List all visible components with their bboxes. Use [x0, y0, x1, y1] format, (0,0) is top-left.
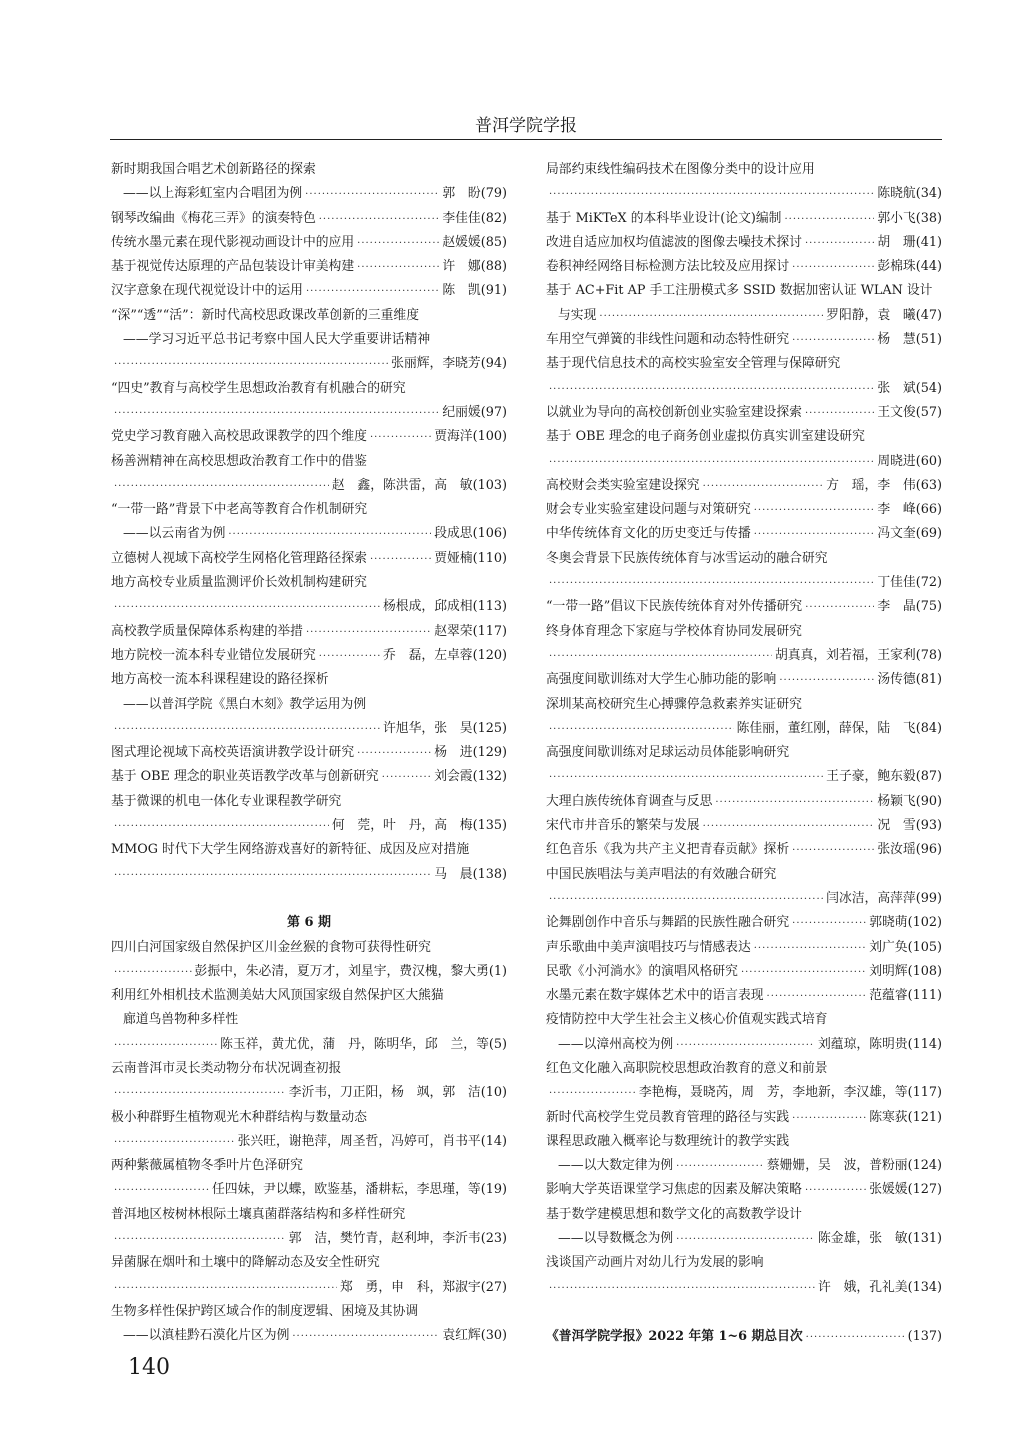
- toc-entry-title: 高强度间歇训练对大学生心肺功能的影响: [546, 672, 777, 688]
- leader-dots: [549, 451, 874, 475]
- toc-entry: [546, 936, 942, 960]
- toc-entry-author-page: 李艳梅，聂晓芮，周 芳，李地新，李汉雄，等(117): [638, 1085, 942, 1101]
- toc-entry-author-page: 李 晶(75): [877, 599, 942, 615]
- toc-entry-author-page: 张媛媛(127): [869, 1182, 942, 1198]
- toc-entry-author-page: 贾海洋(100): [434, 429, 507, 445]
- leader-dots: [754, 937, 866, 961]
- toc-entry-author-page: 蔡姗姗，吴 波，普粉丽(124): [766, 1158, 942, 1174]
- toc-entry-author-page: 陈寒荻(121): [869, 1109, 942, 1125]
- leader-dots: [549, 645, 772, 669]
- toc-title-line: 地方高校一流本科课程建设的路径探析: [111, 672, 329, 688]
- toc-entry-title: 立德树人视域下高校学生网格化管理路径探索: [111, 550, 367, 566]
- toc-entry-author-page: 闫冰洁，高萍萍(99): [826, 890, 942, 906]
- toc-entry-author-page: 刘会霞(132): [434, 769, 507, 785]
- toc-title-line: 局部约束线性编码技术在图像分类中的设计应用: [546, 162, 815, 177]
- toc-title-line: 基于数学建模思想和数学文化的高数教学设计: [546, 1206, 802, 1222]
- toc-entry-title: 大理白族传统体育调查与反思: [546, 793, 713, 809]
- toc-entry-title: 高校财会类实验室建设探究: [546, 477, 700, 493]
- toc-entry-title: 地方院校一流本科专业错位发展研究: [111, 647, 316, 663]
- toc-entry-author-page: 赵 鑫，陈洪雷，高 敏(103): [331, 477, 507, 493]
- toc-entry-author-page: 李 峰(66): [877, 502, 942, 518]
- toc-title-line: 利用红外相机技术监测美姑大风顶国家级自然保护区大熊猫: [111, 988, 444, 1004]
- toc-entry-author-page: 乔 磊，左卓蓉(120): [383, 647, 507, 663]
- toc-entry-author-page: 贾娅楠(110): [434, 550, 507, 566]
- toc-entry-author-page: 丁佳佳(72): [877, 575, 942, 591]
- leader-dots: [114, 864, 431, 888]
- leader-dots: [370, 548, 431, 572]
- toc-entry-author-page: 彭棉珠(44): [877, 259, 942, 275]
- toc-entry-author-page: 陈晓航(34): [877, 186, 942, 202]
- toc-entry: [546, 1276, 942, 1300]
- leader-dots: [114, 1179, 209, 1203]
- toc-entry-title: 红色音乐《我为共产主义把青春贡献》探析: [546, 842, 790, 858]
- toc-entry: [111, 814, 507, 838]
- toc-entry-title: ——以导数概念为例: [558, 1231, 674, 1247]
- leader-dots: [767, 985, 867, 1009]
- toc-title-line: ——学习习近平总书记考察中国人民大学重要讲话精神: [123, 332, 431, 348]
- leader-dots: [114, 961, 192, 985]
- toc-entry-title: 财会专业实验室建设问题与对策研究: [546, 502, 751, 518]
- leader-dots: [114, 353, 388, 377]
- toc-title-line: 课程思政融入概率论与数理统计的教学实践: [546, 1133, 790, 1149]
- toc-entry-author-page: 杨根成，邱成相(113): [383, 599, 507, 615]
- leader-dots: [792, 1107, 866, 1131]
- toc-entry: [111, 1130, 507, 1154]
- toc-entry-author-page: 王文俊(57): [877, 404, 942, 420]
- toc-entry-author-page: 汤传德(81): [877, 672, 942, 688]
- leader-dots: [357, 256, 439, 280]
- toc-entry-title: 水墨元素在数字媒体艺术中的语言表现: [546, 988, 764, 1004]
- leader-dots: [792, 256, 874, 280]
- toc-entry: [546, 571, 942, 595]
- leader-dots: [114, 596, 380, 620]
- leader-dots: [779, 669, 874, 693]
- toc-entry: [111, 401, 507, 425]
- leader-dots: [805, 402, 874, 426]
- toc-left-column: [111, 158, 507, 1349]
- leader-dots: [805, 232, 874, 256]
- leader-dots: [805, 596, 874, 620]
- toc-summary-entry: [546, 1325, 942, 1349]
- toc-entry: [546, 255, 942, 279]
- toc-entry: [111, 863, 507, 887]
- toc-entry-title: 影响大学英语课堂学习焦虑的因素及解决策略: [546, 1182, 802, 1198]
- toc-entry-author-page: 郭 盼(79): [442, 186, 507, 202]
- toc-entry: [546, 668, 942, 692]
- toc-entry-author-page: 况 雪(93): [877, 818, 942, 834]
- toc-entry-title: 以就业为导向的高校创新创业实验室建设探索: [546, 404, 802, 420]
- toc-entry-author-page: 赵媛媛(85): [442, 234, 507, 250]
- toc-title-line: “一带一路”背景下中老高等教育合作机制研究: [111, 502, 368, 518]
- toc-entry-author-page: 赵翠荣(117): [434, 623, 507, 639]
- toc-entry-author-page: 李沂韦，刀正阳，杨 飒，郭 洁(10): [288, 1085, 507, 1101]
- toc-title-line: 深圳某高校研究生心搏骤停急救素养实证研究: [546, 696, 802, 712]
- toc-entry-author-page: 李佳佳(82): [442, 210, 507, 226]
- toc-entry-author-page: 任四妹，尹以蝶，欧鉴基，潘耕耘，李思瑾，等(19): [211, 1182, 507, 1198]
- toc-entry: [546, 377, 942, 401]
- toc-entry-author-page: 杨颖飞(90): [877, 793, 942, 809]
- toc-entry-title: 论舞剧创作中音乐与舞蹈的民族性融合研究: [546, 915, 790, 931]
- leader-dots: [114, 1082, 286, 1106]
- toc-entry: [546, 401, 942, 425]
- leader-dots: [599, 305, 823, 329]
- toc-entry: [546, 231, 942, 255]
- leader-dots: [549, 1277, 815, 1301]
- toc-entry: [546, 1106, 942, 1130]
- leader-dots: [114, 1277, 337, 1301]
- toc-entry: [546, 182, 942, 206]
- toc-entry-author-page: 段成思(106): [434, 526, 507, 542]
- toc-title-line: “深”“透”“活”：新时代高校思政课改革创新的三重维度: [111, 307, 419, 323]
- summary-page: (137): [907, 1329, 942, 1344]
- toc-entry: [546, 207, 942, 231]
- toc-entry: [111, 1227, 507, 1251]
- leader-dots: [357, 742, 431, 766]
- leader-dots: [114, 815, 329, 839]
- leader-dots: [549, 183, 874, 207]
- running-header: [110, 115, 942, 140]
- leader-dots: [806, 1326, 905, 1350]
- toc-entry: [111, 765, 507, 789]
- leader-dots: [792, 839, 874, 863]
- toc-title-line: 冬奥会背景下民族传统体育与冰雪运动的融合研究: [546, 550, 828, 566]
- leader-dots: [292, 1325, 439, 1349]
- toc-entry: [111, 522, 507, 546]
- toc-entry: [111, 717, 507, 741]
- toc-title-line: 基于 AC+Fit AP 手工注册模式多 SSID 数据加密认证 WLAN 设计: [546, 283, 933, 299]
- issue-heading: 第 6 期: [286, 915, 332, 931]
- toc-entry-author-page: 周晓进(60): [877, 453, 942, 469]
- toc-entry: [546, 814, 942, 838]
- toc-entry-author-page: 马 晨(138): [434, 866, 507, 882]
- toc-entry-title: 基于 OBE 理念的职业英语教学改革与创新研究: [111, 769, 379, 785]
- toc-entry-author-page: 陈玉祥，黄尤优，蒲 丹，陈明华，邱 兰，等(5): [220, 1036, 507, 1052]
- toc-entry: [546, 1081, 942, 1105]
- toc-entry-author-page: 许旭华，张 昊(125): [383, 720, 507, 736]
- leader-dots: [357, 232, 439, 256]
- toc-entry-author-page: 杨 进(129): [434, 745, 507, 761]
- toc-entry-title: 钢琴改编曲《梅花三弄》的演奏特色: [111, 210, 316, 226]
- leader-dots: [305, 183, 439, 207]
- toc-entry: [546, 522, 942, 546]
- toc-title-line: 浅谈国产动画片对幼儿行为发展的影响: [546, 1255, 764, 1271]
- toc-entry: [111, 231, 507, 255]
- toc-title-line: 四川白河国家级自然保护区川金丝猴的食物可获得性研究: [111, 939, 431, 955]
- toc-entry: [111, 1033, 507, 1057]
- toc-entry: [546, 838, 942, 862]
- toc-entry: [546, 1227, 942, 1251]
- toc-entry-title: 基于 MiKTeX 的本科毕业设计(论文)编制: [546, 210, 782, 226]
- toc-title-line: 杨善洲精神在高校思想政治教育工作中的借鉴: [111, 453, 367, 469]
- toc-right-column: [546, 158, 942, 1300]
- leader-dots: [703, 475, 824, 499]
- toc-entry: [111, 474, 507, 498]
- toc-entry-author-page: 何 莞，叶 丹，高 梅(135): [331, 818, 507, 834]
- toc-entry-title: 中华传统体育文化的历史变迁与传播: [546, 526, 751, 542]
- toc-entry: [546, 1154, 942, 1178]
- toc-entry-title: 与实现: [558, 307, 597, 323]
- toc-entry-title: ——以大数定律为例: [558, 1158, 674, 1174]
- toc-entry: [111, 620, 507, 644]
- leader-dots: [741, 961, 866, 985]
- toc-entry-title: ——以上海彩虹室内合唱团为例: [123, 186, 303, 202]
- leader-dots: [114, 402, 439, 426]
- toc-entry-author-page: 袁红辉(30): [442, 1328, 507, 1344]
- leader-dots: [549, 888, 823, 912]
- toc-title-line: MMOG 时代下大学生网络游戏喜好的新特征、成因及应对措施: [111, 842, 470, 858]
- toc-entry-author-page: 胡真真，刘若福，王家利(78): [774, 647, 942, 663]
- leader-dots: [114, 475, 329, 499]
- toc-entry-author-page: 王子豪，鲍东毅(87): [826, 769, 942, 785]
- toc-entry: [546, 498, 942, 522]
- toc-entry-author-page: 罗阳静，袁 曦(47): [826, 307, 942, 323]
- toc-title-line: 新时期我国合唱艺术创新路径的探索: [111, 162, 316, 177]
- toc-entry-author-page: 胡 珊(41): [877, 234, 942, 250]
- toc-entry-author-page: 纪丽媛(97): [442, 404, 507, 420]
- leader-dots: [549, 572, 874, 596]
- toc-entry-author-page: 范蕴睿(111): [869, 988, 942, 1004]
- toc-title-line: 地方高校专业质量监测评价长效机制构建研究: [111, 575, 367, 591]
- toc-entry-title: 汉字意象在现代视觉设计中的运用: [111, 283, 303, 299]
- toc-entry-title: ——以漳州高校为例: [558, 1036, 674, 1052]
- toc-entry-title: ——以滇桂黔石漠化片区为例: [123, 1328, 290, 1344]
- leader-dots: [754, 499, 875, 523]
- toc-entry-title: 车用空气弹簧的非线性问题和动态特性研究: [546, 332, 790, 348]
- leader-dots: [306, 621, 431, 645]
- toc-entry-author-page: 陈 凯(91): [442, 283, 507, 299]
- toc-title-line: 中国民族唱法与美声唱法的有效融合研究: [546, 866, 777, 882]
- toc-entry-author-page: 方 瑶，李 伟(63): [826, 477, 942, 493]
- toc-entry: [546, 960, 942, 984]
- toc-entry: [546, 887, 942, 911]
- toc-entry-author-page: 刘蕴琼，陈明贵(114): [818, 1036, 942, 1052]
- toc-entry: [111, 279, 507, 303]
- toc-entry: [111, 1276, 507, 1300]
- toc-entry-title: 党史学习教育融入高校思政课教学的四个维度: [111, 429, 367, 445]
- toc-entry-author-page: 杨 慧(51): [877, 332, 942, 348]
- toc-title-line: 普洱地区桉树林根际土壤真菌群落结构和多样性研究: [111, 1206, 406, 1222]
- toc-entry-author-page: 彭振中，朱必清，夏万才，刘星宇，费汉槐，黎大勇(1): [194, 963, 507, 979]
- toc-entry: [546, 984, 942, 1008]
- toc-entry: [111, 1178, 507, 1202]
- toc-entry-author-page: 张 斌(54): [877, 380, 942, 396]
- toc-entry: [546, 328, 942, 352]
- leader-dots: [715, 791, 874, 815]
- toc-title-line: 基于现代信息技术的高校实验室安全管理与保障研究: [546, 356, 841, 372]
- toc-entry-author-page: 冯文奎(69): [877, 526, 942, 542]
- leader-dots: [114, 1034, 217, 1058]
- leader-dots: [306, 280, 439, 304]
- toc-entry-author-page: 张汝瑶(96): [877, 842, 942, 858]
- leader-dots: [676, 1034, 815, 1058]
- toc-entry-title: 民歌《小河淌水》的演唱风格研究: [546, 963, 738, 979]
- leader-dots: [676, 1228, 815, 1252]
- toc-entry: [111, 595, 507, 619]
- leader-dots: [676, 1155, 764, 1179]
- leader-dots: [784, 208, 874, 232]
- toc-entry-title: 声乐歌曲中美声演唱技巧与情感表达: [546, 939, 751, 955]
- toc-entry-title: 卷积神经网络目标检测方法比较及应用探讨: [546, 259, 790, 275]
- toc-title-line: 两种紫薇属植物冬季叶片色泽研究: [111, 1158, 303, 1174]
- leader-dots: [792, 329, 874, 353]
- toc-entry: [546, 304, 942, 328]
- toc-entry-author-page: 陈金雄，张 敏(131): [818, 1231, 942, 1247]
- leader-dots: [549, 718, 734, 742]
- toc-entry-title: 新时代高校学生党员教育管理的路径与实践: [546, 1109, 790, 1125]
- leader-dots: [228, 523, 431, 547]
- toc-entry: [111, 644, 507, 668]
- toc-title-line: 基于微课的机电一体化专业课程教学研究: [111, 793, 342, 809]
- journal-title: 普洱学院学报: [475, 116, 577, 136]
- toc-title-line: ——以普洱学院《黑白木刻》教学运用为例: [123, 696, 367, 712]
- toc-entry: [546, 765, 942, 789]
- leader-dots: [792, 912, 866, 936]
- leader-dots: [114, 718, 380, 742]
- toc-entry-title: 图式理论视域下高校英语演讲教学设计研究: [111, 745, 355, 761]
- leader-dots: [114, 1131, 235, 1155]
- leader-dots: [703, 815, 875, 839]
- toc-title-line: 红色文化融入高职院校思想政治教育的意义和前景: [546, 1060, 828, 1076]
- toc-entry-author-page: 许 娜(88): [442, 259, 507, 275]
- toc-entry: [111, 1324, 507, 1348]
- toc-entry: [111, 255, 507, 279]
- toc-entry-author-page: 郭晓萌(102): [869, 915, 942, 931]
- toc-title-line: 云南普洱市灵长类动物分布状况调查初报: [111, 1060, 342, 1076]
- leader-dots: [382, 766, 431, 790]
- toc-entry: [546, 474, 942, 498]
- toc-title-line: 终身体育理念下家庭与学校体育协同发展研究: [546, 623, 802, 639]
- toc-entry: [111, 547, 507, 571]
- toc-entry-title: 高校教学质量保障体系构建的举措: [111, 623, 303, 639]
- toc-entry: [111, 1081, 507, 1105]
- toc-title-line: “四史”教育与高校学生思想政治教育有机融合的研究: [111, 380, 406, 396]
- leader-dots: [319, 208, 440, 232]
- toc-entry-title: ——以云南省为例: [123, 526, 226, 542]
- leader-dots: [549, 378, 874, 402]
- toc-entry-author-page: 郭小飞(38): [877, 210, 942, 226]
- leader-dots: [805, 1179, 866, 1203]
- toc-entry-author-page: 张丽辉，李晓芳(94): [391, 356, 507, 372]
- toc-entry: [546, 644, 942, 668]
- toc-entry-title: “一带一路”倡议下民族传统体育对外传播研究: [546, 599, 803, 615]
- toc-entry: [111, 352, 507, 376]
- toc-title-line: 异菌脲在烟叶和土壤中的降解动态及安全性研究: [111, 1255, 380, 1271]
- toc-entry-author-page: 张兴旺，谢艳萍，周圣哲，冯婷可，肖书平(14): [237, 1133, 507, 1149]
- toc-entry: [111, 207, 507, 231]
- toc-entry: [546, 1033, 942, 1057]
- toc-entry-author-page: 陈佳丽，董红刚，薛保，陆 飞(84): [736, 720, 942, 736]
- page-number: 140: [128, 1355, 170, 1380]
- leader-dots: [754, 523, 875, 547]
- summary-title: 《普洱学院学报》2022 年第 1~6 期总目次: [546, 1329, 803, 1344]
- toc-entry: [111, 960, 507, 984]
- toc-entry: [546, 717, 942, 741]
- toc-entry-author-page: 郭 洁，樊竹青，赵利坤，李沂韦(23): [288, 1231, 507, 1247]
- toc-title-line: 廊道鸟兽物种多样性: [123, 1012, 239, 1028]
- leader-dots: [549, 766, 823, 790]
- toc-title-line: 高强度间歇训练对足球运动员体能影响研究: [546, 745, 790, 761]
- toc-entry-author-page: 郑 勇，申 科，郑淑宇(27): [339, 1279, 507, 1295]
- toc-entry-author-page: 刘广奂(105): [869, 939, 942, 955]
- toc-entry: [111, 182, 507, 206]
- leader-dots: [549, 1082, 636, 1106]
- toc-title-line: 极小种群野生植物观光木种群结构与数量动态: [111, 1109, 367, 1125]
- toc-title-line: 基于 OBE 理念的电子商务创业虚拟仿真实训室建设研究: [546, 429, 865, 445]
- toc-title-line: 疫情防控中大学生社会主义核心价值观实践式培育: [546, 1012, 828, 1028]
- toc-entry-title: 改进自适应加权均值滤波的图像去噪技术探讨: [546, 234, 802, 250]
- toc-entry-author-page: 刘明辉(108): [869, 963, 942, 979]
- leader-dots: [319, 645, 380, 669]
- toc-entry: [111, 741, 507, 765]
- toc-entry: [546, 595, 942, 619]
- toc-entry-title: 基于视觉传达原理的产品包装设计审美构建: [111, 259, 355, 275]
- leader-dots: [370, 426, 431, 450]
- toc-entry: [546, 1178, 942, 1202]
- toc-entry: [111, 425, 507, 449]
- toc-entry-author-page: 许 娥，孔礼美(134): [818, 1279, 942, 1295]
- toc-entry: [546, 911, 942, 935]
- toc-entry-title: 传统水墨元素在现代影视动画设计中的应用: [111, 234, 355, 250]
- toc-entry: [546, 450, 942, 474]
- toc-entry-title: 宋代市井音乐的繁荣与发展: [546, 818, 700, 834]
- toc-entry: [546, 790, 942, 814]
- leader-dots: [114, 1228, 286, 1252]
- toc-title-line: 生物多样性保护跨区域合作的制度逻辑、困境及其协调: [111, 1303, 419, 1319]
